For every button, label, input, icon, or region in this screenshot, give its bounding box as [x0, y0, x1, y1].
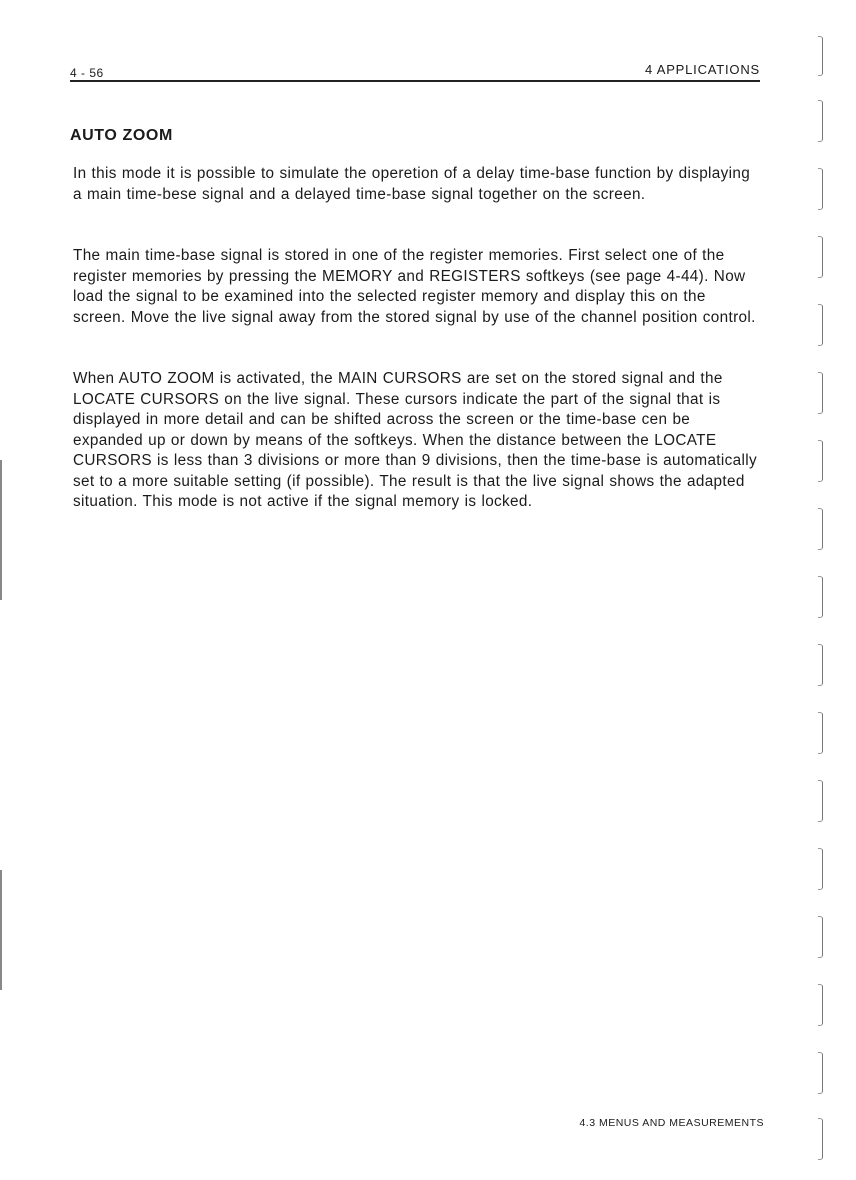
paragraph-register-memory: The main time-base signal is stored in one of the register memories. First select one of the register memories by pressing the MEMORY and REGISTERS softkeys (see page 4-44). Now load the signal to be examined into the selected register memory and display this on the screen. Move the live signal away from the stored signal by use of the channel position control. — [73, 247, 756, 326]
binding-mark — [818, 1052, 823, 1094]
footer-section-label: 4.3 MENUS AND MEASUREMENTS — [579, 1117, 764, 1129]
scan-edge-shadow — [0, 870, 2, 990]
scan-edge-shadow — [0, 460, 2, 600]
binding-mark — [818, 236, 823, 278]
binding-mark — [818, 100, 823, 142]
binding-mark — [818, 168, 823, 210]
binding-mark — [818, 576, 823, 618]
header-rule — [70, 80, 760, 82]
binding-mark — [818, 780, 823, 822]
page-header — [70, 62, 760, 82]
binding-mark — [818, 36, 823, 76]
binding-mark — [818, 372, 823, 414]
page-number: 4 - 56 — [70, 66, 104, 80]
section-title: AUTO ZOOM — [70, 127, 173, 144]
binding-mark — [818, 304, 823, 346]
paragraph-auto-zoom-activation: When AUTO ZOOM is activated, the MAIN CURSORS are set on the stored signal and the LOCATE CURSORS on the live signal. These cursors indicate the part of the signal that is displayed in more detail and can be shifted across the screen or the time-base cen be expanded up or down by means of the softkeys. When the distance between the LOCATE CURSORS is less than 3 divisions or more than 9 divisions, then the time-base is automatically set to a more suitable setting (if possible). The result is that the live signal shows the adapted situation. This mode is not active if the signal memory is locked. — [73, 370, 757, 510]
binding-mark — [818, 712, 823, 754]
binding-mark — [818, 644, 823, 686]
binding-mark — [818, 1118, 823, 1160]
binding-mark — [818, 440, 823, 482]
chapter-title: 4 APPLICATIONS — [645, 62, 760, 77]
binding-mark — [818, 508, 823, 550]
paragraph-intro: In this mode it is possible to simulate the operetion of a delay time-base function by displaying a main time-bese signal and a delayed time-base signal together on the screen. — [73, 165, 751, 203]
binding-mark — [818, 848, 823, 890]
binding-mark — [818, 916, 823, 958]
binding-mark — [818, 984, 823, 1026]
